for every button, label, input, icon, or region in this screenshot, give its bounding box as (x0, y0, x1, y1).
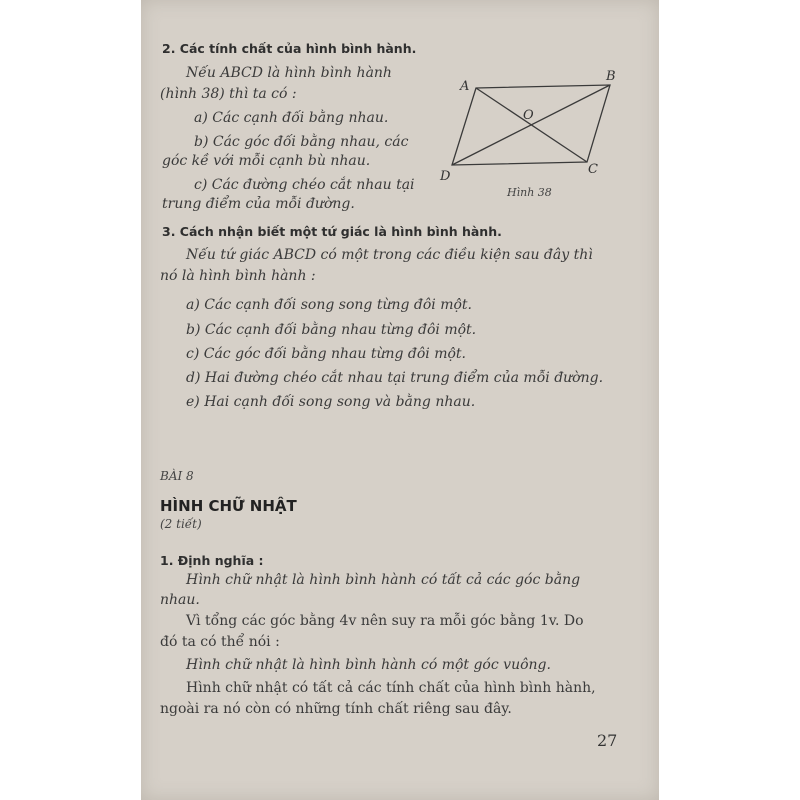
center-label-o: O (523, 108, 534, 123)
property-c-line1: c) Các đường chéo cắt nhau tại (194, 177, 415, 193)
figure-caption: Hình 38 (507, 186, 552, 199)
vertex-label-a: A (460, 79, 470, 94)
condition-c: c) Các góc đối bằng nhau từng đôi một. (186, 346, 466, 362)
parallelogram-figure (430, 60, 630, 205)
lesson-label: BÀI 8 (160, 469, 194, 483)
condition-e: e) Hai cạnh đối song song và bằng nhau. (186, 394, 476, 410)
definition-p4-line1: Hình chữ nhật có tất cả các tính chất của hình bình hành, (186, 680, 596, 696)
definition-p2-line2: đó ta có thể nói : (160, 634, 280, 650)
section-3-intro-line1: Nếu tứ giác ABCD có một trong các điều kiện sau đây thì (186, 247, 593, 263)
property-a: a) Các cạnh đối bằng nhau. (194, 110, 389, 126)
vertex-label-b: B (606, 69, 616, 84)
condition-a: a) Các cạnh đối song song từng đôi một. (186, 297, 472, 313)
definition-heading: 1. Định nghĩa : (160, 553, 264, 568)
property-b-line1: b) Các góc đối bằng nhau, các (194, 134, 409, 150)
diagonal-bd (452, 85, 610, 165)
section-2-intro-line1: Nếu ABCD là hình bình hành (186, 65, 392, 81)
definition-p1-line2: nhau. (160, 592, 200, 608)
lesson-title: HÌNH CHỮ NHẬT (160, 497, 297, 515)
section-3-intro-line2: nó là hình bình hành : (160, 268, 316, 284)
property-c-line2: trung điểm của mỗi đường. (162, 196, 355, 212)
definition-p4-line2: ngoài ra nó còn có những tính chất riêng sau đây. (160, 701, 512, 717)
page-number: 27 (597, 731, 618, 750)
definition-p1-line1: Hình chữ nhật là hình bình hành có tất cả các góc bằng (186, 572, 581, 588)
condition-b: b) Các cạnh đối bằng nhau từng đôi một. (186, 322, 477, 338)
section-2-heading: 2. Các tính chất của hình bình hành. (162, 41, 417, 56)
vertex-label-d: D (440, 169, 451, 184)
lesson-duration: (2 tiết) (160, 517, 202, 531)
definition-p2-line1: Vì tổng các góc bằng 4v nên suy ra mỗi góc bằng 1v. Do (186, 613, 584, 629)
condition-d: d) Hai đường chéo cắt nhau tại trung điểm của mỗi đường. (186, 370, 604, 386)
property-b-line2: góc kề với mỗi cạnh bù nhau. (162, 153, 371, 169)
section-2-intro-line2: (hình 38) thì ta có : (160, 86, 297, 102)
section-3-heading: 3. Cách nhận biết một tứ giác là hình bình hành. (162, 224, 502, 239)
vertex-label-c: C (588, 162, 598, 177)
definition-p3: Hình chữ nhật là hình bình hành có một góc vuông. (186, 657, 551, 673)
